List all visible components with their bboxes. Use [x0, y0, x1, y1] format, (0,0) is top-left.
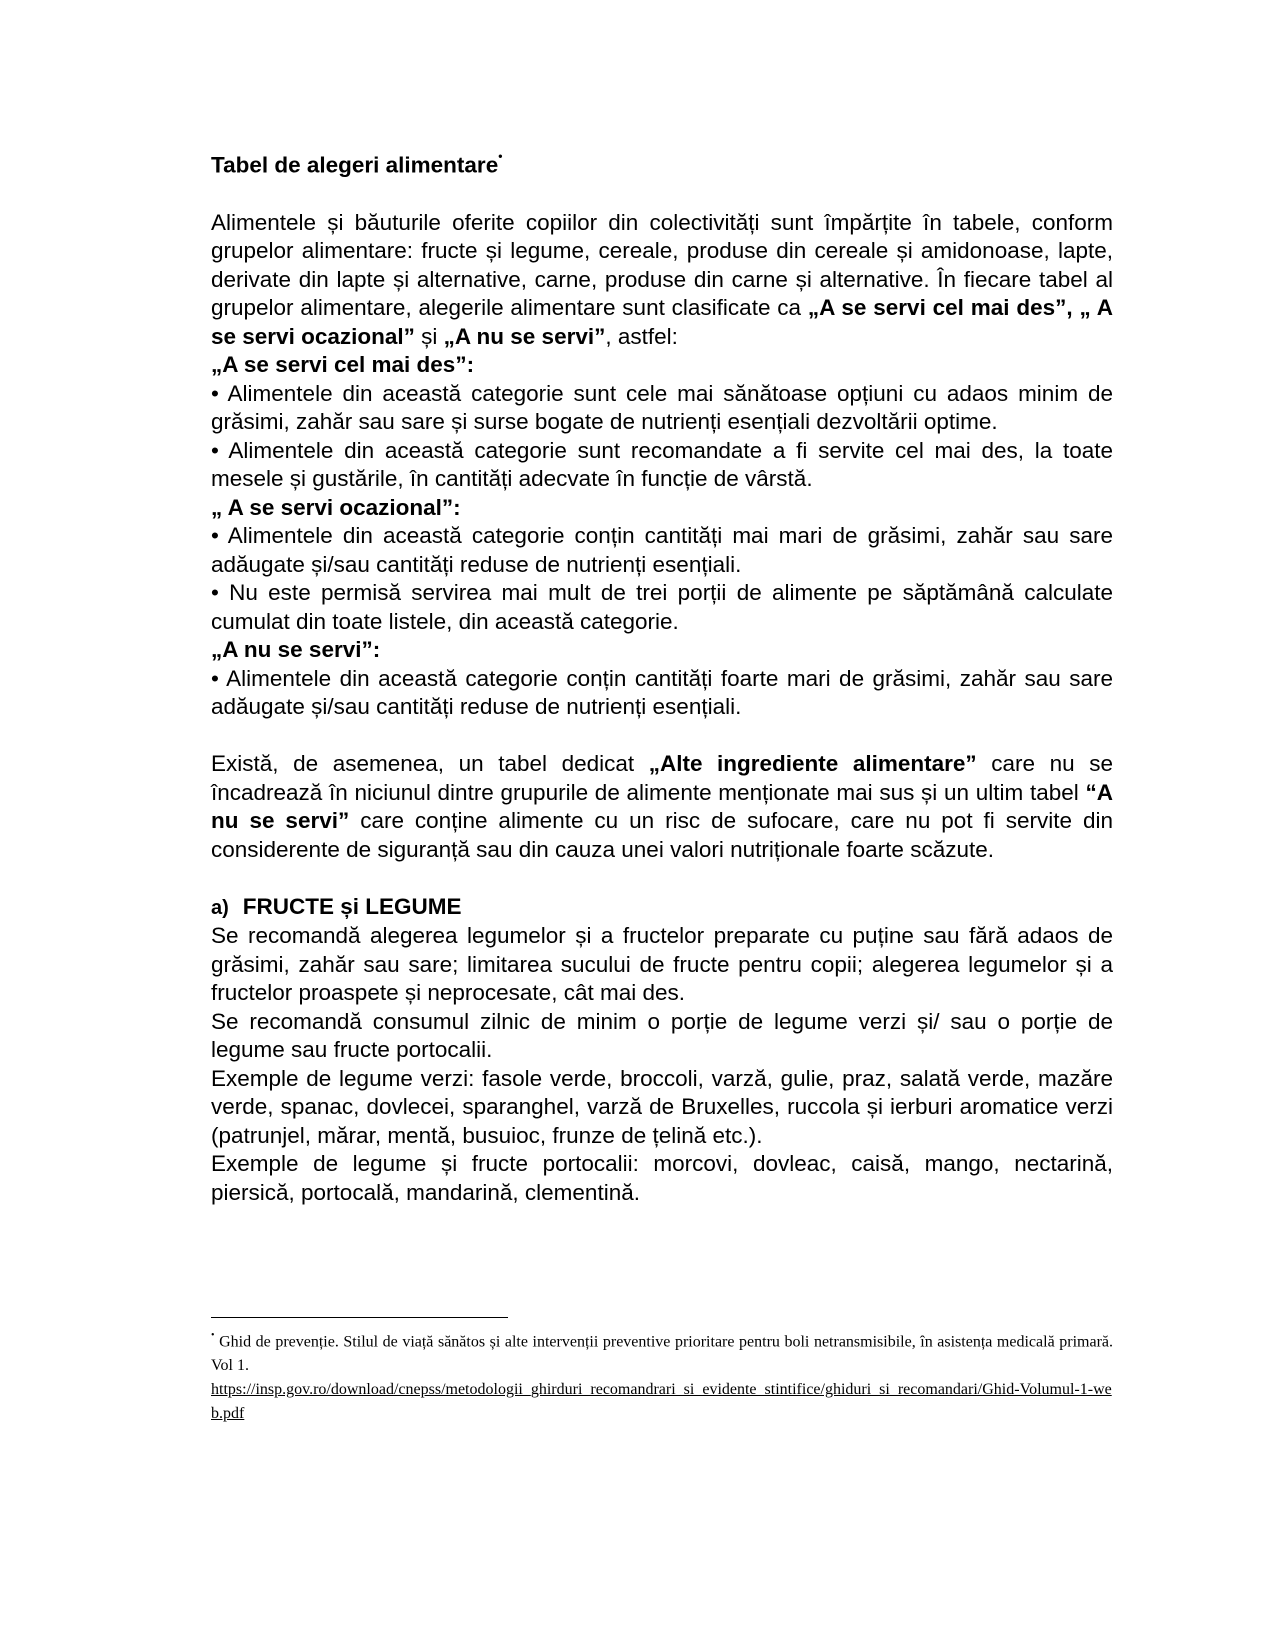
- footnote-marker: •: [498, 149, 503, 163]
- footnote-marker: •: [211, 1330, 215, 1341]
- category-heading-most-often: „A se servi cel mai des”:: [211, 352, 475, 377]
- page-title: Tabel de alegeri alimentare•: [211, 149, 503, 178]
- bullet-item: • Nu este permisă servirea mai mult de trei porții de alimente pe săptămână calculate cumulat din toate listele, din această categorie.: [211, 580, 1113, 634]
- section-heading-fruits-vegetables: a) FRUCTE și LEGUME: [211, 893, 462, 919]
- other-bold-no-serve: “A nu se servi”: [211, 779, 1113, 833]
- section-paragraph: Se recomandă consumul zilnic de minim o porție de legume verzi și/ sau o porție de legume sau fructe portocalii.: [211, 1008, 1113, 1062]
- document-page: [211, 146, 1113, 1207]
- bullet-item: • Alimentele din această categorie sunt cele mai sănătoase opțiuni cu adaos minim de grăsimi, zahăr sau sare și surse bogate de nutrienți esențiali dezvoltării optime.: [211, 380, 1113, 434]
- category-heading-occasional: „ A se servi ocazional”:: [211, 494, 461, 520]
- other-ingredients-paragraph: Există, de asemenea, un tabel dedicat „Alte ingrediente alimentare” care nu se încadrează în niciunul dintre grupurile de alimente menționate mai sus și un ultim tabel “A nu se servi” care conține alimente cu un risc de sufocare, care nu pot fi servite din considerente de siguranță sau din cauza unei valori nutriționale foarte scăzute.: [211, 751, 1113, 862]
- other-bold-ingredients: „Alte ingrediente alimentare”: [648, 751, 977, 776]
- footnote: • Ghid de prevenție. Stilul de viață sănătos și alte intervenții preventive prioritare pentru boli netransmisibile, în asistența medicală primară. Vol 1. https://insp.gov.ro/download/cnepss/metodologii_ghirduri_recomandrari_si_evidente_stintifice/ghiduri_si_recomandari/Ghid-Volumul-1-web.pdf: [211, 1330, 1113, 1423]
- intro-bold-no-serve: „A nu se servi”: [443, 323, 606, 349]
- bullet-item: • Alimentele din această categorie conțin cantități foarte mari de grăsimi, zahăr sau sare adăugate și/sau cantități reduse de nutrienți esențiali.: [211, 665, 1113, 719]
- category-heading-not-serve: „A nu se servi”:: [211, 637, 381, 662]
- footnote-divider: [211, 1317, 508, 1318]
- section-paragraph: Exemple de legume și fructe portocalii: morcovi, dovleac, caisă, mango, nectarină, piersică, portocală, mandarină, clementină.: [211, 1151, 1113, 1205]
- intro-paragraph: Alimentele și băuturile oferite copiilor din colectivități sunt împărțite în tabele, conform grupelor alimentare: fructe și legume, cereale, produse din cereale și amidonoase, lapte, derivate din lapte și alternative, carne, produse din carne și alternative. În fiecare tabel al grupelor alimentare, alegerile alimentare sunt clasificate ca „A se servi cel mai des”, „ A se servi ocazional” și „A nu se servi”, astfel:: [211, 209, 1113, 349]
- intro-bold-categories: „A se servi cel mai des”, „ A se servi ocazional”: [211, 295, 1113, 349]
- bullet-item: • Alimentele din această categorie sunt recomandate a fi servite cel mai des, la toate mesele și gustările, în cantități adecvate în funcție de vârstă.: [211, 437, 1113, 491]
- section-paragraph: Exemple de legume verzi: fasole verde, broccoli, varză, gulie, praz, salată verde, mazăre verde, spanac, dovlecei, sparanghel, varză de Bruxelles, ruccola și ierburi aromatice verzi (patrunjel, mărar, mentă, busuioc, frunze de țelină etc.).: [211, 1065, 1113, 1148]
- bullet-item: • Alimentele din această categorie conțin cantități mai mari de grăsimi, zahăr sau sare adăugate și/sau cantități reduse de nutrienți esențiali.: [211, 523, 1113, 577]
- footnote-link[interactable]: https://insp.gov.ro/download/cnepss/metodologii_ghirduri_recomandrari_si_evidente_stintifice/ghiduri_si_recomandari/Ghid-Volumul-1-web.pdf: [211, 1381, 1112, 1423]
- section-paragraph: Se recomandă alegerea legumelor și a fructelor preparate cu puține sau fără adaos de grăsimi, zahăr sau sare; limitarea sucului de fructe pentru copii; alegerea legumelor și a fructelor proaspete și neprocesate, cât mai des.: [211, 923, 1113, 1005]
